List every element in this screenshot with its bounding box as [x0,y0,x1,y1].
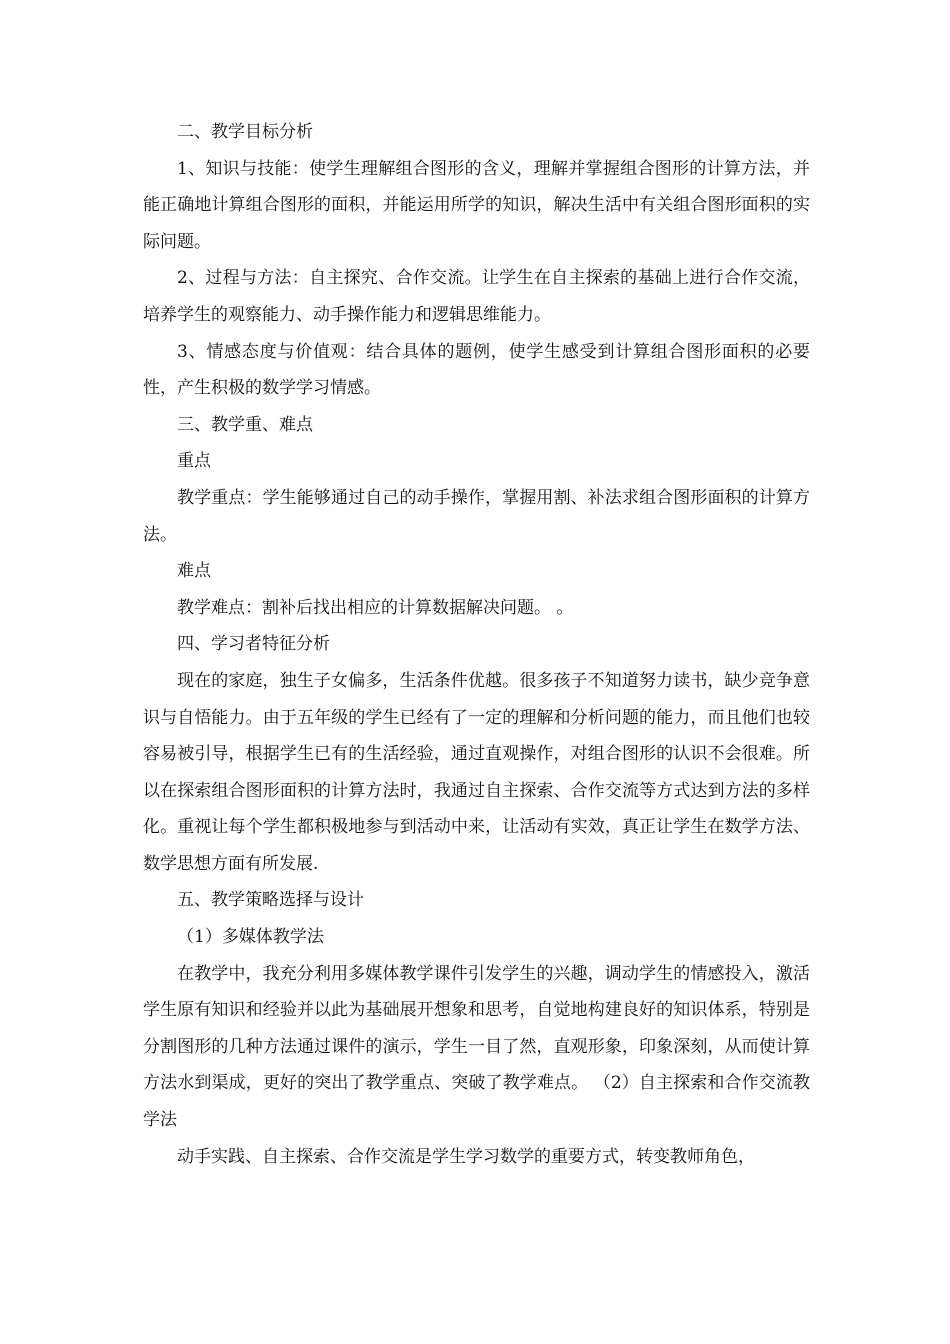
paragraph-process-methods: 2、过程与方法：自主探究、合作交流。让学生在自主探索的基础上进行合作交流，培养学生的观察能力、动手操作能力和逻辑思维能力。 [143,268,810,325]
paragraph-learner-analysis: 现在的家庭，独生子女偏多，生活条件优越。很多孩子不知道努力读书，缺少竞争意识与自悟能力。由于五年级的学生已经有了一定的理解和分析问题的能力，而且他们也较容易被引导，根据学生已有的生活经验，通过直观操作，对组合图形的认识不会很难。所以在探索组合图形面积的计算方法时，我通过自主探索、合作交流等方式达到方法的多样化。重视让每个学生都积极地参与到活动中来，让活动有实效，真正让学生在数学方法、数学思想方面有所发展. [143,670,810,874]
paragraph-emotion-values: 3、情感态度与价值观：结合具体的题例，使学生感受到计算组合图形面积的必要性，产生积极的数学学习情感。 [143,341,810,399]
heading-learner-analysis: 四、学习者特征分析 [177,634,330,655]
subheading-key-point: 重点 [177,451,211,472]
paragraph-multimedia-method: 在教学中，我充分利用多媒体教学课件引发学生的兴趣，调动学生的情感投入，激活学生原有知识和经验并以此为基础展开想象和思考，自觉地构建良好的知识体系，特别是分割图形的几种方法通过课件的演示，学生一目了然，直观形象，印象深刻，从而使计算方法水到渠成，更好的突出了教学重点、突破了教学难点。 （2）自主探索和合作交流教学法 [143,963,810,1131]
paragraph-difficult-point: 教学难点：割补后找出相应的计算数据解决问题。 。 [177,597,574,618]
subheading-difficult-point: 难点 [177,561,211,582]
subheading-multimedia-method: （1）多媒体教学法 [177,927,324,948]
paragraph-knowledge-skills: 1、知识与技能：使学生理解组合图形的含义，理解并掌握组合图形的计算方法，并能正确地计算组合图形的面积，并能运用所学的知识，解决生活中有关组合图形面积的实际问题。 [143,158,810,252]
heading-teaching-objectives: 二、教学目标分析 [177,122,313,142]
heading-teaching-strategy: 五、教学策略选择与设计 [177,890,364,911]
heading-key-difficult-points: 三、教学重、难点 [177,414,313,435]
document-page [143,114,810,1175]
paragraph-practice-exploration: 动手实践、自主探索、合作交流是学生学习数学的重要方式，转变教师角色， [177,1146,755,1167]
paragraph-key-point: 教学重点：学生能够通过自己的动手操作，掌握用割、补法求组合图形面积的计算方法。 [143,487,810,545]
